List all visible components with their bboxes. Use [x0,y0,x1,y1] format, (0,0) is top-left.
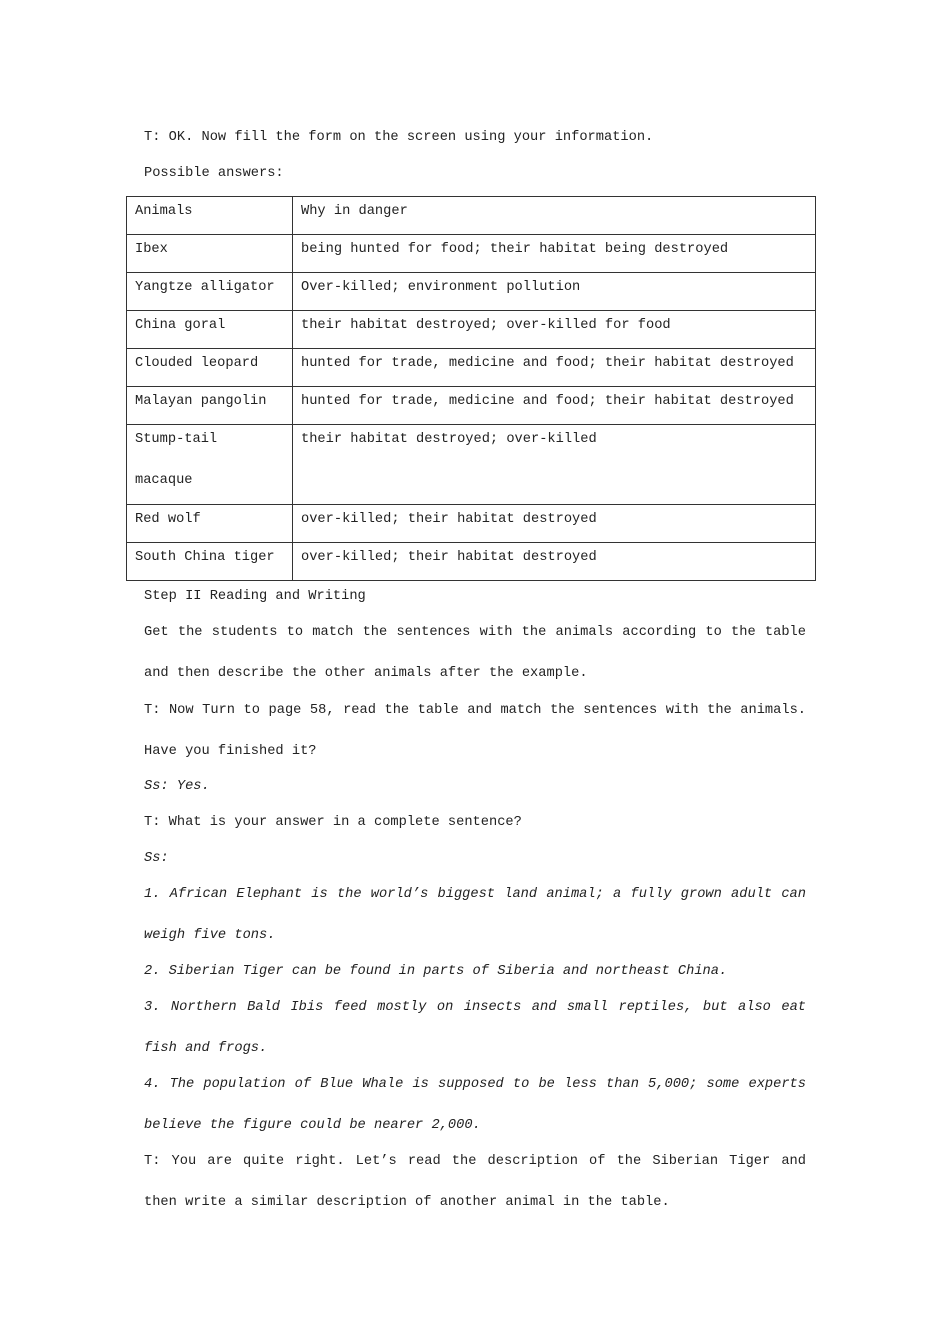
paragraph: Ss: [144,851,169,866]
paragraph: Ss: Yes. [144,779,210,794]
header-why: Why in danger [301,204,408,219]
animal-name: Ibex [135,242,168,257]
animal-name: China goral [135,318,226,333]
danger-reason: over-killed; their habitat destroyed [301,512,597,527]
sentence-2: 2. Siberian Tiger can be found in parts of Siberia and northeast China. [144,964,728,979]
sentence-3: 3. Northern Bald Ibis feed mostly on insects and small reptiles, but also eat fish and frogs. [144,1000,806,1056]
paragraph: T: What is your answer in a complete sentence? [144,815,522,830]
danger-reason: their habitat destroyed; over-killed for food [301,318,671,333]
paragraph: T: You are quite right. Let’s read the description of the Siberian Tiger and then write a similar description of another animal in the table. [144,1154,806,1210]
danger-table [126,196,816,581]
danger-reason: hunted for trade, medicine and food; their habitat destroyed [301,356,794,371]
animal-name: Stump-tail macaque [135,432,218,488]
sentence-1: 1. African Elephant is the world’s biggest land animal; a fully grown adult can weigh five tons. [144,887,806,943]
sentence-4: 4. The population of Blue Whale is supposed to be less than 5,000; some experts believe the figure could be nearer 2,000. [144,1077,806,1133]
header-animals: Animals [135,204,193,219]
danger-reason: over-killed; their habitat destroyed [301,550,597,565]
step-heading: Step II Reading and Writing [144,589,366,604]
intro-line: T: OK. Now fill the form on the screen using your information. [144,130,654,145]
animal-name: Red wolf [135,512,201,527]
danger-reason: Over-killed; environment pollution [301,280,581,295]
animal-name: Malayan pangolin [135,394,267,409]
danger-reason: being hunted for food; their habitat being destroyed [301,242,729,257]
danger-reason: hunted for trade, medicine and food; their habitat destroyed [301,394,794,409]
table-row [127,425,816,505]
animal-name: Yangtze alligator [135,280,275,295]
animal-name: South China tiger [135,550,275,565]
paragraph: Get the students to match the sentences with the animals according to the table and then describe the other animals after the example. [144,625,806,681]
paragraph: T: Now Turn to page 58, read the table and match the sentences with the animals. Have you finished it? [144,703,806,759]
animal-name: Clouded leopard [135,356,259,371]
danger-reason: their habitat destroyed; over-killed [301,432,597,447]
possible-answers-label: Possible answers: [144,166,284,181]
table-row [127,543,816,581]
